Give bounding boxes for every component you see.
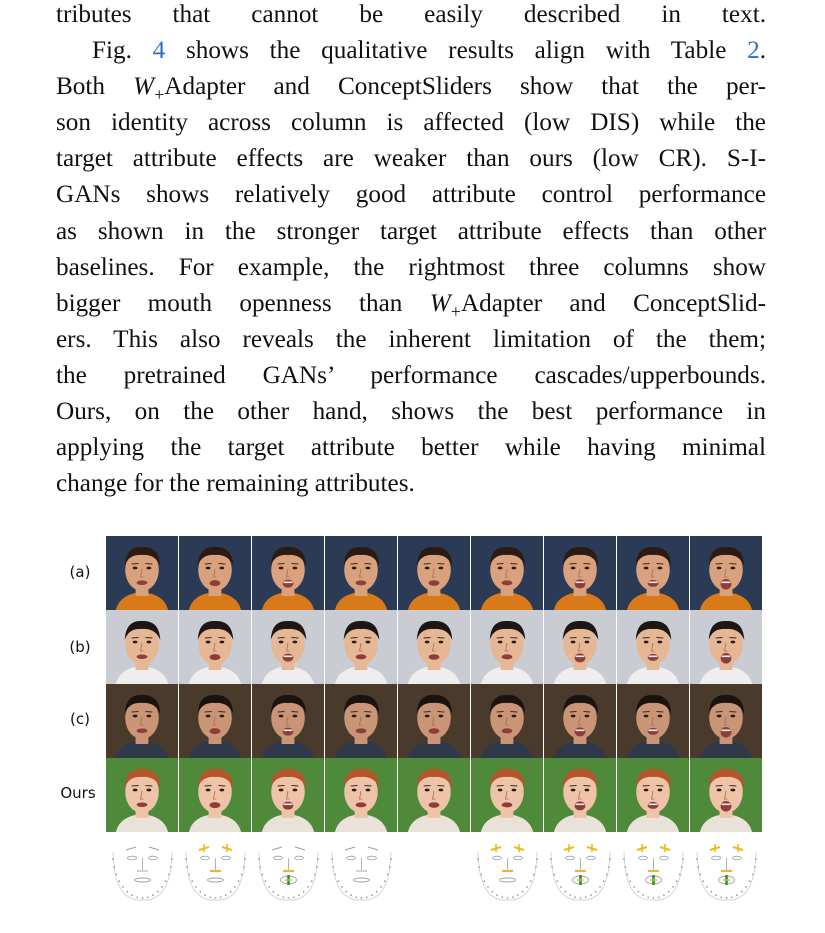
face-thumbnail xyxy=(252,758,325,832)
math-w: W xyxy=(133,73,155,101)
landmark-sketch xyxy=(617,834,690,906)
row-label-ours: Ours xyxy=(60,784,96,802)
face-thumbnail xyxy=(544,536,617,610)
face-thumbnail xyxy=(471,610,544,684)
text-line: tributes that cannot be easily described in text. xyxy=(56,1,766,28)
row-label-b: (b) xyxy=(69,638,91,656)
text-span: shows the qualitative results align with Table xyxy=(165,37,748,65)
landmark-sketch xyxy=(544,834,617,906)
face-thumbnail xyxy=(179,758,252,832)
body-paragraph xyxy=(56,0,766,502)
face-thumbnail xyxy=(106,758,179,832)
face-strip-b xyxy=(106,610,763,684)
text-line: as shown in the stronger target attribute effects than other xyxy=(56,217,766,245)
text-span: . xyxy=(759,37,766,65)
face-thumbnail xyxy=(106,610,179,684)
table-reference-link[interactable]: 2 xyxy=(747,37,760,65)
text-line xyxy=(56,33,766,69)
face-thumbnail xyxy=(617,684,690,758)
text-line: change for the remaining attributes. xyxy=(56,470,415,498)
face-thumbnail xyxy=(325,758,398,832)
face-thumbnail xyxy=(179,684,252,758)
landmark-sketch xyxy=(471,834,544,906)
text-span: Adapter and ConceptSliders show that the per- xyxy=(164,73,766,101)
text-line xyxy=(56,286,766,322)
landmark-sketch xyxy=(252,834,325,906)
text-line: applying the target attribute better while having minimal xyxy=(56,434,766,462)
math-w: W xyxy=(429,289,451,317)
face-thumbnail xyxy=(398,610,471,684)
math-subscript: + xyxy=(154,84,165,105)
text-line: target attribute effects are weaker than ours (low CR). S-I- xyxy=(56,145,766,173)
face-thumbnail xyxy=(471,684,544,758)
text-span: bigger mouth openness than xyxy=(56,289,430,317)
text-line: son identity across column is affected (low DIS) while the xyxy=(56,109,766,137)
text-line: GANs shows relatively good attribute control performance xyxy=(56,181,766,209)
face-thumbnail xyxy=(179,610,252,684)
face-thumbnail xyxy=(471,536,544,610)
face-thumbnail xyxy=(690,610,763,684)
face-thumbnail xyxy=(325,684,398,758)
text-span: Both xyxy=(56,73,134,101)
landmark-sketch xyxy=(179,834,252,906)
face-thumbnail xyxy=(690,758,763,832)
landmark-strip xyxy=(106,834,763,906)
landmark-sketch xyxy=(106,834,179,906)
landmark-sketch xyxy=(325,834,398,906)
face-thumbnail xyxy=(690,684,763,758)
text-line xyxy=(56,69,766,105)
face-thumbnail xyxy=(617,610,690,684)
face-thumbnail xyxy=(471,758,544,832)
face-thumbnail xyxy=(544,610,617,684)
math-symbol xyxy=(429,289,461,322)
face-thumbnail xyxy=(544,758,617,832)
text-line: Ours, on the other hand, shows the best performance in xyxy=(56,398,766,426)
face-thumbnail xyxy=(617,536,690,610)
text-line: the pretrained GANs’ performance cascades/upperbounds. xyxy=(56,361,766,389)
face-thumbnail xyxy=(544,684,617,758)
math-symbol xyxy=(133,73,165,105)
figure-reference-link[interactable]: 4 xyxy=(152,37,166,65)
landmark-sketch xyxy=(398,834,471,906)
landmark-sketch xyxy=(690,834,763,906)
row-label-c: (c) xyxy=(70,710,90,728)
face-thumbnail xyxy=(106,684,179,758)
text-span: Fig. xyxy=(92,37,153,65)
face-thumbnail xyxy=(252,684,325,758)
qualitative-figure xyxy=(56,536,766,906)
text-span: Adapter and ConceptSlid- xyxy=(460,289,766,317)
face-thumbnail xyxy=(106,536,179,610)
math-subscript: + xyxy=(450,301,461,322)
row-label-a: (a) xyxy=(69,563,91,581)
face-thumbnail xyxy=(398,536,471,610)
face-thumbnail xyxy=(325,536,398,610)
face-thumbnail xyxy=(252,610,325,684)
text-line: baselines. For example, the rightmost three columns show xyxy=(56,253,766,281)
face-strip-a xyxy=(106,536,763,610)
face-thumbnail xyxy=(617,758,690,832)
face-strip-c xyxy=(106,684,763,758)
face-thumbnail xyxy=(179,536,252,610)
face-thumbnail xyxy=(325,610,398,684)
face-thumbnail xyxy=(252,536,325,610)
face-thumbnail xyxy=(398,758,471,832)
face-thumbnail xyxy=(690,536,763,610)
face-thumbnail xyxy=(398,684,471,758)
face-strip-ours xyxy=(106,758,763,832)
text-line: ers. This also reveals the inherent limitation of the them; xyxy=(56,325,766,353)
